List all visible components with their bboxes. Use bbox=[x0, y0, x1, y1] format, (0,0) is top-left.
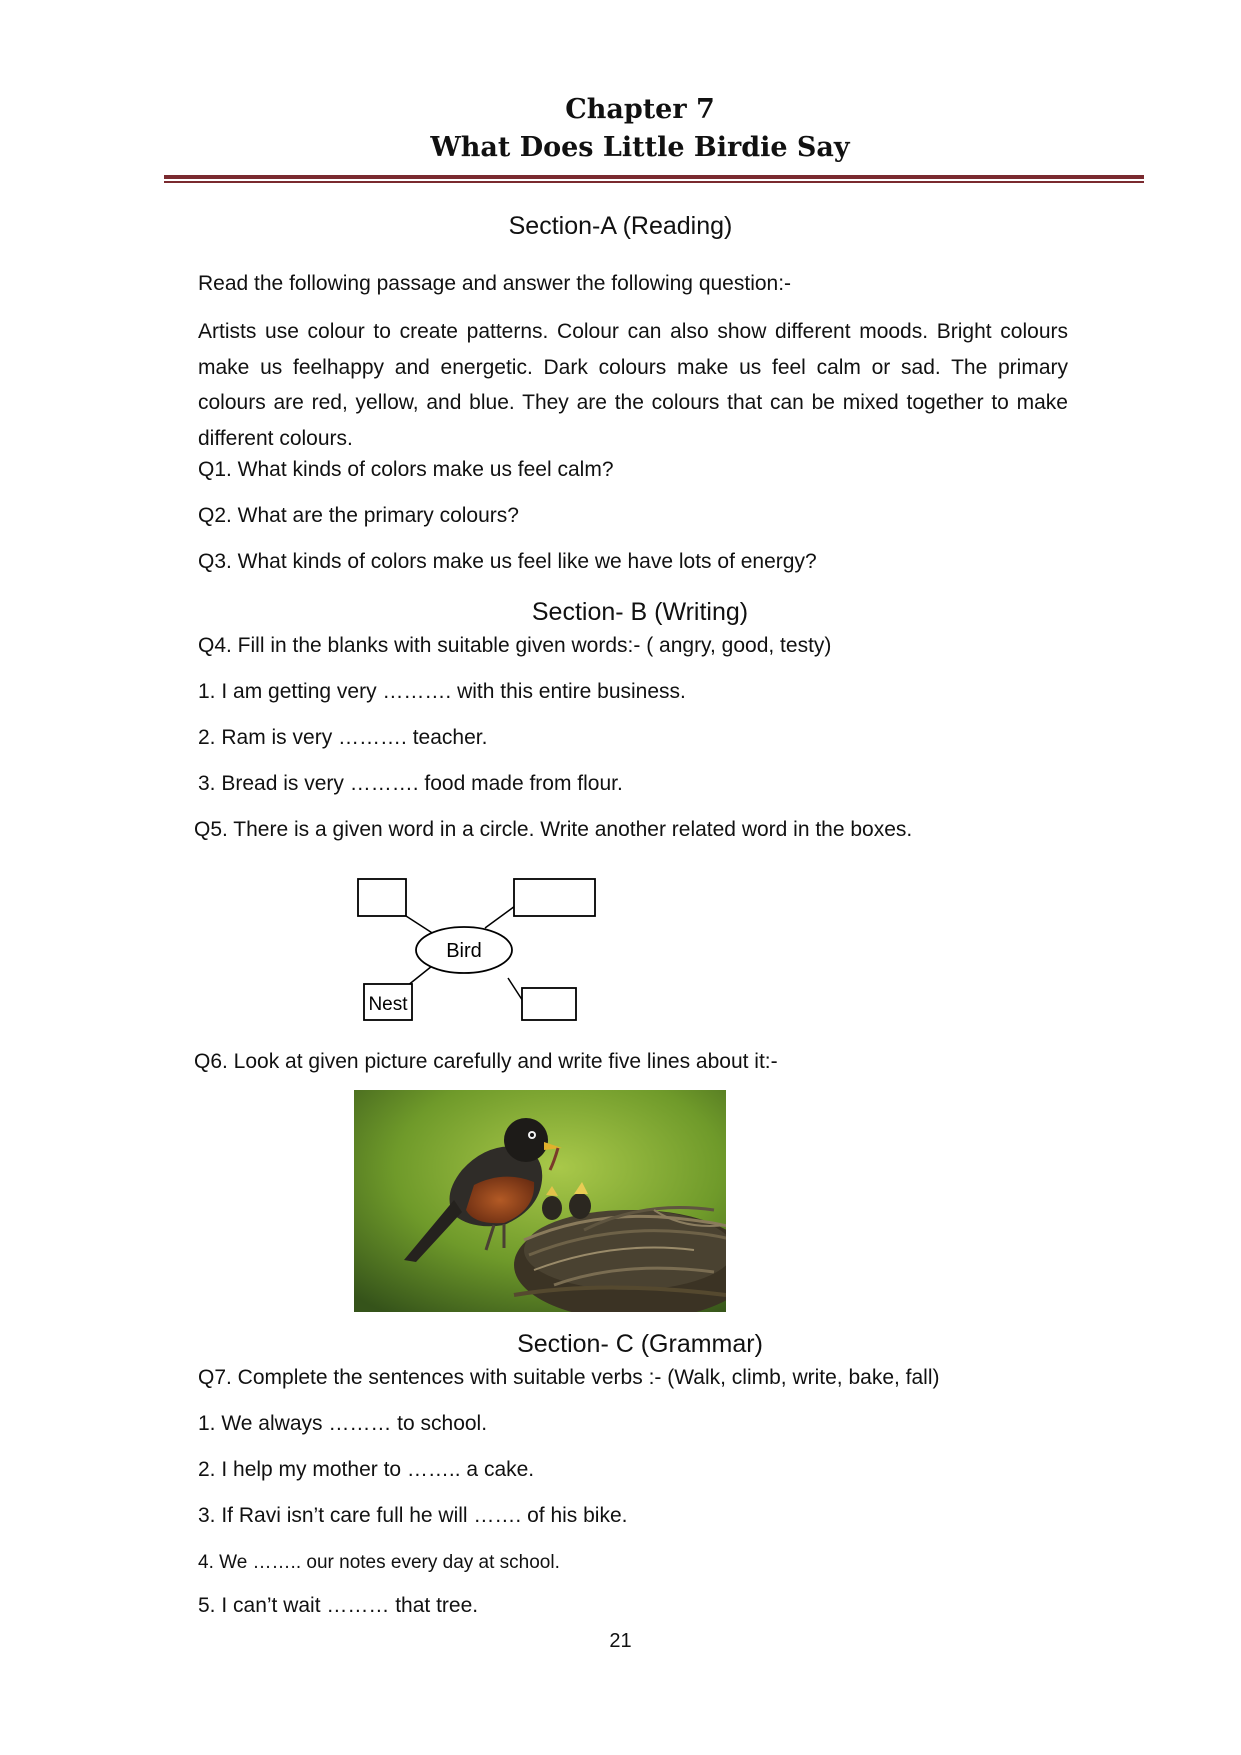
reading-instruction: Read the following passage and answer the following question:- bbox=[198, 272, 792, 295]
question-q2: Q2. What are the primary colours? bbox=[198, 504, 519, 527]
blank-box-bottom-right[interactable] bbox=[522, 988, 576, 1020]
question-q3: Q3. What kinds of colors make us feel like we have lots of energy? bbox=[198, 550, 817, 573]
word-web-diagram bbox=[340, 870, 620, 1030]
header-rule-thin bbox=[164, 181, 1144, 183]
blank-box-top-left[interactable] bbox=[358, 879, 406, 916]
chapter-title: What Does Little Birdie Say bbox=[430, 132, 850, 163]
question-q4: Q4. Fill in the blanks with suitable given words:- ( angry, good, testy) bbox=[198, 634, 832, 657]
bird-nest-photo bbox=[354, 1090, 726, 1312]
section-b-heading: Section- B (Writing) bbox=[531, 598, 749, 626]
page-number: 21 bbox=[609, 1630, 632, 1652]
q4-item-1: 1. I am getting very ………. with this entire business. bbox=[198, 680, 686, 703]
chapter-number: Chapter 7 bbox=[565, 94, 715, 125]
reading-passage: Artists use colour to create patterns. Colour can also show different moods. Bright colours make us feelhappy and energetic. Dark colours make us feel calm or sad. The primary colours are red, yellow, and blue. They are the colours that can be mixed together to make different colours. bbox=[198, 320, 1068, 450]
q7-item-1: 1. We always ……… to school. bbox=[198, 1412, 488, 1435]
nest-box-label: Nest bbox=[368, 994, 408, 1015]
section-a-heading: Section-A (Reading) bbox=[508, 212, 733, 240]
connector-top-right bbox=[485, 906, 515, 928]
q4-item-2: 2. Ram is very ………. teacher. bbox=[198, 726, 488, 749]
question-q6: Q6. Look at given picture carefully and write five lines about it:- bbox=[194, 1050, 778, 1073]
question-q1: Q1. What kinds of colors make us feel calm? bbox=[198, 458, 614, 481]
question-q7: Q7. Complete the sentences with suitable verbs :- (Walk, climb, write, bake, fall) bbox=[198, 1366, 940, 1389]
q4-item-3: 3. Bread is very ………. food made from flour. bbox=[198, 772, 623, 795]
bird-circle-label: Bird bbox=[446, 940, 482, 962]
q7-item-5: 5. I can’t wait ……… that tree. bbox=[198, 1594, 479, 1617]
q7-item-2: 2. I help my mother to …….. a cake. bbox=[198, 1458, 535, 1481]
blank-box-top-right[interactable] bbox=[514, 879, 595, 916]
q7-item-3: 3. If Ravi isn’t care full he will ……. of his bike. bbox=[198, 1504, 628, 1527]
header-rule-thick bbox=[164, 175, 1144, 179]
section-c-heading: Section- C (Grammar) bbox=[517, 1330, 763, 1358]
q7-item-4: 4. We …….. our notes every day at school. bbox=[198, 1552, 560, 1573]
question-q5: Q5. There is a given word in a circle. Write another related word in the boxes. bbox=[194, 818, 913, 841]
